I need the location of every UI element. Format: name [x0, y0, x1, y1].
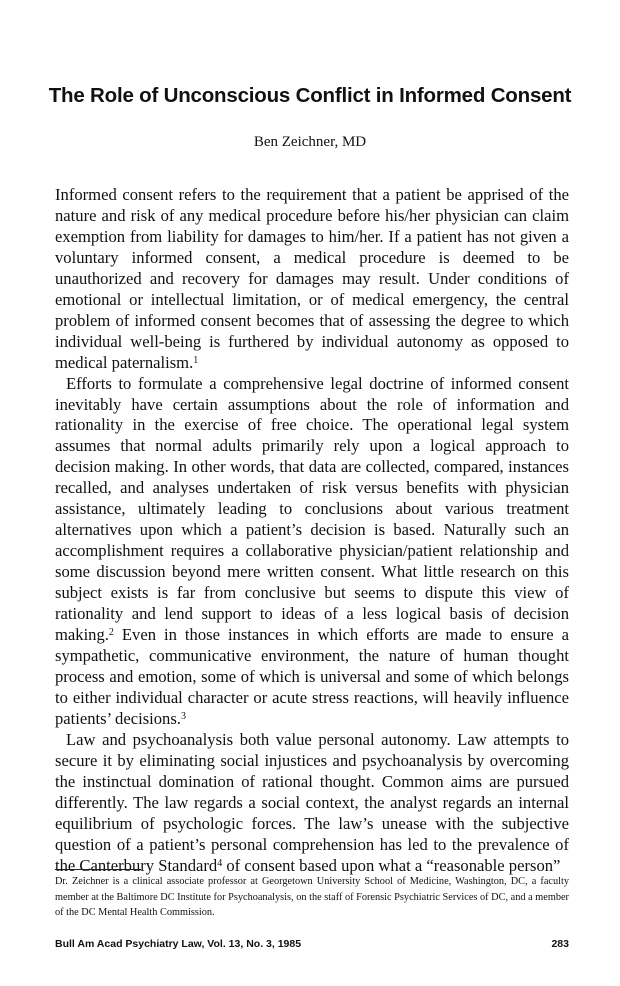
article-author: Ben Zeichner, MD: [253, 134, 367, 150]
author-footnote: Dr. Zeichner is a clinical associate professor at Georgetown University School of Medicine, Washington, DC, a faculty member at the Baltimore DC Institute for Psychoanalysis, on the staff of Forensic Psychiatric Services of DC, and a member of the DC Mental Health Commission.: [55, 876, 569, 919]
paragraph-1: [55, 185, 569, 374]
paragraph-2: [55, 374, 569, 730]
page-footer: [55, 938, 569, 954]
paragraph-1-text: Informed consent refers to the requirement that a patient be apprised of the nature and risk of any medical procedure before his/her physician can claim exemption from liability for damages to him/her. If a patient has not given a voluntary informed consent, a medical procedure is deemed to be unauthorized and recovery for damages may result. Under conditions of emotional or intellectual limitation, or of medical emergency, the central problem of informed consent becomes that of assessing the degree to which individual well-being is furthered by individual autonomy as opposed to medical paternalism.: [55, 185, 569, 372]
reference-4: 4: [217, 857, 223, 869]
paragraph-3-text-b: of consent based upon what a “reasonable person”: [222, 855, 561, 875]
reference-1: 1: [193, 354, 199, 366]
reference-2: 2: [108, 627, 114, 639]
reference-3: 3: [180, 710, 186, 722]
page-number: 283: [551, 938, 569, 950]
article-title: The Role of Unconscious Conflict in Informed Consent: [48, 84, 572, 107]
footnote-divider: [55, 869, 141, 870]
paragraph-2-text-b: Even in those instances in which efforts are made to ensure a sympathetic, communicative environment, the nature of human thought process and emotion, some of which is universal and some of which belongs to either individual character or acute stress reactions, will heavily influence patients’ decisions.: [55, 625, 569, 728]
paragraph-2-text-a: Efforts to formulate a comprehensive legal doctrine of informed consent inevitably have certain assumptions about the role of information and rationality in the exercise of free choice. The operational legal system assumes that normal adults primarily rely upon a logical approach to decision making. In other words, that data are collected, compared, instances recalled, and analyses undertaken of risk versus benefits with physician assistance, ultimately leading to conclusions about various treatment alternatives upon which a patient’s decision is based. Naturally such an accomplishment requires a collaborative physician/patient relationship and some discussion beyond mere written consent. What little research on this subject exists is far from conclusive but seems to dispute this view of rationality and lend support to ideas of a less logical basis of decision making.: [55, 373, 569, 645]
paragraph-3: [55, 730, 569, 877]
paragraph-3-text-a: Law and psychoanalysis both value personal autonomy. Law attempts to secure it by eliminating social injustices and psychoanalysis by overcoming the instinctual domination of rational thought. Common aims are pursued differently. The law regards a social context, the analyst regards an internal equilibrium of psychologic forces. The law’s unease with the subjective question of a patient’s personal comprehension has led to the prevalence of the Canterbury Standard: [55, 729, 569, 875]
article-body: [55, 185, 569, 876]
journal-citation: Bull Am Acad Psychiatry Law, Vol. 13, No. 3, 1985: [55, 938, 302, 950]
